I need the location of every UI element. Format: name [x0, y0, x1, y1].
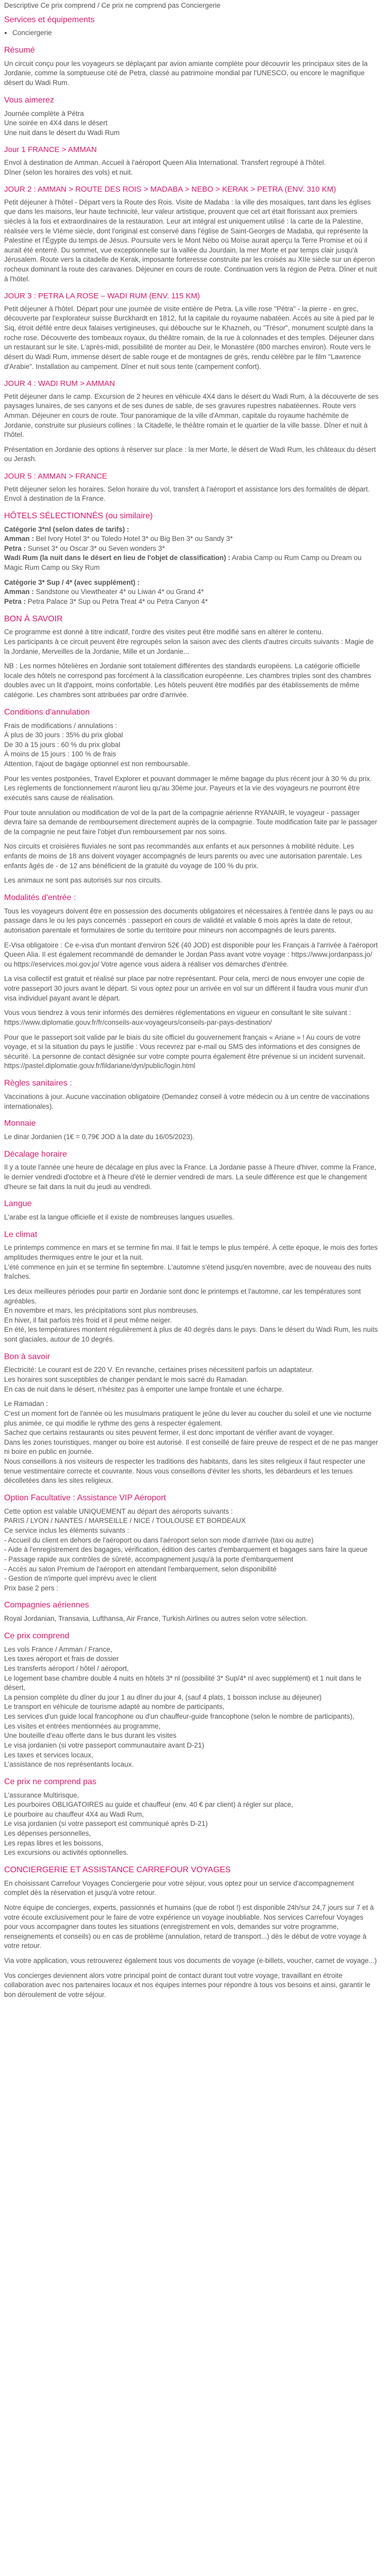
hotel-value: Petra Palace 3* Sup ou Petra Treat 4* ou Petra Canyon 4*	[26, 597, 208, 605]
hotel-line	[4, 553, 379, 572]
hotels-title: HÔTELS SÉLECTIONNÉS (ou similaire)	[4, 511, 153, 520]
comprend-item: Les taxes aéroport et frais de dossier	[4, 1655, 119, 1663]
resume-section	[4, 45, 379, 88]
climat-section	[4, 1230, 379, 1345]
necomprend-item: Les excursions ou activités optionnelles.	[4, 1849, 128, 1857]
day-title: JOUR 2 : AMMAN > ROUTE DES ROIS > MADABA > NEBO > KERAK > PETRA (ENV. 310 KM)	[4, 185, 336, 194]
itinerary-day-3	[4, 291, 379, 371]
langue-text: L'arabe est la langue officielle et il existe de nombreuses langues usuelles.	[4, 1213, 234, 1222]
services-item: • Conciergerie	[12, 28, 379, 38]
modalites-link[interactable]: https://pastel.diplomatie.gouv.fr/fildariane/dyn/public/login.html	[4, 1062, 196, 1070]
aimerez-item: Une nuit dans le désert du Wadi Rum	[4, 128, 120, 137]
conditions-line: À plus de 30 jours : 35% du prix global	[4, 731, 123, 739]
aimerez-title: Vous aimerez	[4, 95, 54, 105]
day-text: Petit déjeuner dans le camp. Excursion de 2 heures en véhicule 4X4 dans le désert du Wadi Rum, à la découverte de ses paysages lunaires, de ses canyons et de ses dunes de sable, de ses gravures rupestres nabatéennes. Route vers Amman. Déjeuner en cours de route. Tour panoramique de la ville d'Amman, capitale du royaume hachémite de Jordanie, construite sur plusieurs collines : la Citadelle, le théâtre romain et le quartier de la ville basse. Dîner et nuit à l'hôtel.	[4, 392, 379, 439]
day-text: Petit déjeuner selon les horaires. Selon horaire du vol, transfert à l'aéroport et assistance lors des formalités de départ. Envol à destination de la France.	[4, 485, 370, 503]
conciergerie-text: Notre équipe de concierges, experts, passionnés et humains (que de robot !) est disponible 24h/sur 24,7 jours sur 7 et à votre écoute exclusivement pour le faire de votre expérience un voyage inoubliable. Nos services Carrefour Voyages pour vous accompagner dans toutes les situations (enregistrement en vols, demandes sur votre programme, renseignements et conseils) ou en cas de problème (annulation, retard de transport...) dès le début de votre voyage à votre retour.	[4, 1903, 374, 1950]
sanitaires-title: Règles sanitaires :	[4, 1079, 72, 1088]
comprend-item: Le visa jordanien (si votre passeport communautaire avant D-21)	[4, 1741, 204, 1749]
bon-section	[4, 614, 379, 700]
bonasavoir2-text: Sachez que certains restaurants ou sites peuvent fermer, il est donc important de vérifier avant de voyager.	[4, 1429, 334, 1437]
bonasavoir2-text: Les horaires sont susceptibles de changer pendant le mois sacré du Ramadan.	[4, 1376, 249, 1384]
modalites-text: Vous vous tiendrez à vous tenir informés des dernières réglementations en vigueur en consultant le site suivant : https://www.diplomatie.gouv.fr/fr/conseils-aux-voyageurs/conseils-par-pays-destination/	[4, 1009, 351, 1026]
climat-text: En hiver, il fait parfois très froid et il peut même neiger.	[4, 1316, 172, 1324]
climat-text: En novembre et mars, les précipitations sont plus nombreuses.	[4, 1307, 199, 1315]
comprend-item: Les transferts aéroport / hôtel / aéroport,	[4, 1664, 129, 1672]
hotel-line	[4, 587, 379, 597]
hotel-label: Catégorie 3* Sup / 4* (avec supplément) :	[4, 578, 140, 586]
comprend-title: Ce prix comprend	[4, 1631, 70, 1640]
decalage-text: Il y a toute l'année une heure de décalage en plus avec la France. La Jordanie passe à l'heure d'hiver, comme la France, le dernier vendredi d'octobre et à l'heure d'été le dernier vendredi de mars. La seule différence est que le changement d'heure se fait dans la nuit du jeudi au vendredi.	[4, 1163, 377, 1191]
necomprend-title: Ce prix ne comprend pas	[4, 1777, 96, 1786]
modalites-section	[4, 893, 379, 1071]
conditions-text: Les animaux ne sont pas autorisés sur nos circuits.	[4, 876, 162, 885]
comprend-item: Les vols France / Amman / France,	[4, 1645, 112, 1653]
hotel-label: Petra :	[4, 597, 26, 605]
option-text: - Accès au salon Premium de l'aéroport en attendant l'embarquement, selon disponibilité	[4, 1565, 277, 1573]
itinerary-day-2	[4, 184, 379, 284]
day-title: JOUR 3 : PETRA LA ROSE – WADI RUM (ENV. 115 KM)	[4, 292, 200, 301]
hotel-label: Amman :	[4, 588, 34, 596]
conditions-line: De 30 à 15 jours : 60 % du prix global	[4, 740, 121, 749]
conciergerie-text: Via votre application, vous retrouverez également tous vos documents de voyage (e-billets, voucher, carnet de voyage...)	[4, 1957, 377, 1965]
conditions-text: Nos circuits et croisières fluviales ne sont pas recommandés aux enfants et aux personnes à mobilité réduite. Les enfants de moins de 18 ans doivent voyager accompagnés de leurs parents ou avec une autorisation parentale. Les enfants âgés de - de 12 ans bénéficient de la gratuité du voyage de 100 % du prix.	[4, 842, 362, 870]
modalites-title: Modalités d'entrée :	[4, 893, 76, 902]
necomprend-item: L'assurance Multirisque,	[4, 1791, 79, 1799]
hotel-line	[4, 578, 379, 588]
bonasavoir2-text: Nous conseillons à nos visiteurs de respecter les traditions des habitants, dans les sites religieux il faut respecter une tenue vestimentaire correcte et couvrante. Nous vous conseillons d'éviter les shorts, les débardeurs et les tenues décolletées dans les sites religieux.	[4, 1458, 366, 1485]
conciergerie-title: CONCIERGERIE ET ASSISTANCE CARREFOUR VOYAGES	[4, 1865, 231, 1874]
day-title: JOUR 5 : AMMAN > FRANCE	[4, 472, 107, 481]
hotel-line	[4, 525, 379, 535]
option-section	[4, 1493, 379, 1593]
conditions-line: À moins de 15 jours : 100 % de frais	[4, 750, 116, 758]
hotel-label: Wadi Rum (la nuit dans le désert en lieu de l'objet de classification) :	[4, 554, 231, 562]
option-title: Option Facultative : Assistance VIP Aéroport	[4, 1493, 166, 1502]
hotel-line	[4, 597, 379, 607]
bonasavoir2-text: En cas de nuit dans le désert, n'hésitez pas à emporter une lampe frontale et une écharpe.	[4, 1385, 284, 1393]
itinerary-day-5	[4, 471, 379, 504]
conciergerie-text: En choisissant Carrefour Voyages Conciergerie pour votre séjour, vous optez pour un service d'accompagnement complet dès la réservation et jusqu'à votre retour.	[4, 1879, 354, 1897]
day-text: Dîner (selon les horaires des vols) et nuit.	[4, 168, 133, 176]
modalites-text: Pour que le passeport soit valide par le biais du site officiel du gouvernement français « Ariane » ! Au cours de votre voyage, et si la situation du pays le justifie : Vous recevrez par e-mail ou SMS des informations et des consignes de sécurité. La personne de contact désignée sur votre compte pourra également être prévenue si un incident survenait.	[4, 1033, 366, 1060]
compagnies-text: Royal Jordanian, Transavia, Lufthansa, Air France, Turkish Airlines ou autres selon votre sélection.	[4, 1615, 308, 1623]
comprend-item: Le logement base chambre double 4 nuits en hôtels 3* nl (possibilité 3* Sup/4* nl avec supplément) et 1 nuit dans le désert,	[4, 1674, 362, 1692]
bon-text: Ce programme est donné à titre indicatif, l'ordre des visites peut être modifié sans en altérer le contenu.	[4, 628, 323, 636]
resume-text: Un circuit conçu pour les voyageurs se déplaçant par avion amiante complète pour découvrir les principaux sites de la Jordanie, comme la somptueuse cité de Petra, classé au patrimoine mondial par l'UNESCO, ou encore le magnifique désert du Wadi Rum.	[4, 59, 368, 87]
climat-text: Le printemps commence en mars et se termine fin mai. Il fait le temps le plus tempéré. À cette époque, le mois des fortes amplitudes thermiques entre le jour et la nuit.	[4, 1244, 378, 1262]
comprend-section	[4, 1631, 379, 1770]
aimerez-item: Une soirée en 4X4 dans le désert	[4, 119, 108, 127]
conditions-line: Attention, l'ajout de bagage optionnel est non remboursable.	[4, 760, 190, 768]
option-text: PARIS / LYON / NANTES / MARSEILLE / NICE / TOULOUSE ET BORDEAUX	[4, 1517, 246, 1525]
comprend-item: Les services d'un guide local francophone ou d'un chauffeur-guide francophone (selon le nombre de participants),	[4, 1713, 354, 1720]
day-title: Jour 1 FRANCE > AMMAN	[4, 145, 97, 155]
day-text: Petit déjeuner à l'hôtel. Départ pour une journée de visite entière de Petra. La ville rose "Pétra" - la pierre - en grec, découverte par l'explorateur suisse Burckhardt en 1812, fut la capitale du royaume nabatéen. Accès au site à pied par le Siq, étroit défilé entre deux falaises vertigineuses, qui débouche sur le Khazneh, ou "Trésor", monument sculpté dans la roche rose. Découverte des tombeaux royaux, du théâtre romain, de la rue à colonnades et des temples. Déjeuner dans un restaurant sur le site. L'après-midi, possibilité de monter au Deir, le Monastère (800 marches environ). Route vers le désert du Wadi Rum, immense désert de sable rouge et de montagnes de grès, rendu célèbre par le film "Lawrence d'Arabie". Installation au campement. Dîner et nuit sous tente (campement confort).	[4, 304, 374, 370]
conciergerie-section	[4, 1865, 379, 2000]
necomprend-item: Les dépenses personnelles,	[4, 1829, 91, 1838]
sanitaires-text: Vaccinations à jour. Aucune vaccination obligatoire (Demandez conseil à votre médecin ou à un centre de vaccinations internationales).	[4, 1092, 370, 1110]
compagnies-section	[4, 1600, 379, 1623]
langue-title: Langue	[4, 1199, 32, 1209]
services-section	[4, 15, 379, 38]
bonasavoir2-text: Dans les zones touristiques, manger ou boire est autorisé. Il est conseillé de faire preuve de respect et de ne pas manger ni boire en public en journée.	[4, 1438, 378, 1456]
option-text: - Gestion de n'importe quel imprévu avec le client	[4, 1574, 157, 1583]
hotel-value: Arabia Camp ou Rum Camp ou Dream ou Magic Rum Camp ou Sky Rum	[4, 554, 362, 572]
option-text: - Aide à l'enregistrement des bagages, vérification, édition des cartes d'embarquement et bagages sans faire la queue	[4, 1546, 368, 1554]
hotels-section	[4, 511, 379, 607]
climat-title: Le climat	[4, 1230, 38, 1239]
compagnies-title: Compagnies aériennes	[4, 1601, 89, 1610]
conditions-section	[4, 707, 379, 886]
spacer	[4, 573, 379, 578]
conciergerie-text: Vos concierges deviennent alors votre principal point de contact durant tout votre voyage, travaillant en étroite collaboration avec nos partenaires locaux et nos équipes internes pour répondre à tous vos besoins et ainsi, garantir le bon déroulement de votre séjour.	[4, 1971, 370, 1998]
climat-text: En été, les températures montent régulièrement à plus de 40 degrés dans le pays. Dans le désert du Wadi Rum, les nuits sont glaciales, autour de 10 degrés.	[4, 1326, 378, 1344]
comprend-item: L'assistance de nos représentants locaux.	[4, 1760, 134, 1769]
hotel-label: Petra :	[4, 544, 26, 552]
bonasavoir2-text: Électricité: Le courant est de 220 V. En revanche, certaines prises nécessitent parfois un adaptateur.	[4, 1366, 314, 1374]
comprend-item: Le transport en véhicule de tourisme adapté au nombre de participants,	[4, 1703, 225, 1711]
conditions-line: Frais de modifications / annulations :	[4, 721, 118, 730]
hotel-line	[4, 544, 379, 554]
conditions-title: Conditions d'annulation	[4, 707, 90, 717]
conditions-text: Pour toute annulation ou modification de vol de la part de la compagnie aérienne RYANAIR, le voyageur - passager devra faire sa demande de remboursement directement auprès de la compagnie. Toute modification faite par le passager de la compagnie ne peut faire l'objet d'un remboursement par nos soins.	[4, 808, 378, 836]
resume-title: Résumé	[4, 46, 35, 55]
necomprend-item: Les repas libres et les boissons,	[4, 1839, 104, 1847]
bonasavoir2-text: C'est un moment fort de l'année où les musulmans pratiquent le jeûne du lever au coucher du soleil et une vie nocturne plus animée, ce qui modifie le rythme des gens à respecter également.	[4, 1409, 372, 1427]
langue-section	[4, 1199, 379, 1222]
conditions-text: Pour les ventes postponées, Travel Explorer et pouvant dommager le même bagage du plus récent jour à 30 % du prix. Les règlements de fonctionnement n'auront lieu qu'au 30ème jour. Payeurs et la vie des voyageurs ne pourront être exécutés sans cause de réalisation.	[4, 774, 372, 802]
bon-text: NB : Les normes hôtelières en Jordanie sont totalement différentes des standards européens. La catégorie officielle locale des hôtels ne correspond pas forcément à la classification européenne. Les chambres triples sont des chambres doubles avec un lit d'appoint, moins confortable. Les hôtels peuvent être modifiés par des établissements de même catégorie. Les chambres sont attribuées par ordre d'arrivée.	[4, 662, 371, 699]
bon-text: Les participants à ce circuit peuvent être regroupés selon la saison avec des clients d'autres circuits suivants : Magie de la Jordanie, Merveilles de la Jordanie, Mille et un Jordanie...	[4, 637, 374, 655]
day-text: Petit déjeuner à l'hôtel - Départ vers la Route des Rois. Visite de Madaba : la ville des mosaïques, tant dans les églises que dans les maisons, leur haute technicité, leur valeur artistique, prouvent que cet art était florissant aux premiers siècles à la fois et extraordinaires de la restauration. Leur art intégral est uniquement utilisé : la carte de la Palestine, réalisée vers le VIème siècle, dont l'original est conservé dans l'église de Saint-Georges de Madaba, qui représente la Palestine et l'Égypte du temps de Jésus. Poursuite vers le Mont Nébo où Moïse aurait aperçu la Terre Promise et où il aurait été enterré. Du sommet, vue exceptionnelle sur la vallée du Jourdain, la mer Morte et par temps clair jusqu'à Jérusalem. Route vers la citadelle de Kerak, imposante forteresse construite par les croisés au XIIe siècle sur un éperon rocheux dominant la route des caravanes. Déjeuner en cours de route. Continuation vers la région de Petra. Dîner et nuit à l'hôtel.	[4, 198, 377, 283]
hotel-line	[4, 534, 379, 544]
decalage-section	[4, 1149, 379, 1192]
hotel-value: Bel Ivory Hotel 3* ou Toledo Hotel 3* ou Big Ben 3* ou Sandy 3*	[34, 535, 233, 543]
bonasavoir2-title: Bon à savoir	[4, 1352, 50, 1361]
breadcrumb: Descriptive Ce prix comprend / Ce prix ne comprend pas Conciergerie	[4, 2, 221, 9]
monnaie-section	[4, 1118, 379, 1142]
itinerary-day-1	[4, 145, 379, 177]
services-list	[4, 28, 379, 38]
bonasavoir2-text: Le Ramadan :	[4, 1400, 48, 1408]
itinerary-day-4	[4, 379, 379, 464]
aimerez-section	[4, 95, 379, 138]
monnaie-title: Monnaie	[4, 1119, 36, 1128]
climat-text: Les deux meilleures périodes pour partir en Jordanie sont donc le printemps et l'automne, car les températures sont agréables.	[4, 1287, 361, 1305]
aimerez-item: Journée complète à Pétra	[4, 109, 84, 117]
decalage-title: Décalage horaire	[4, 1149, 67, 1159]
sanitaires-section	[4, 1078, 379, 1111]
modalites-text: La visa collectif est gratuit et réalisé sur place par notre représentant. Pour cela, merci de nous envoyer une copie de votre passeport 30 jours avant le départ. Si vous optez pour un arrivée en vol sur un différent il faudra vous munir d'un visa individuel payant avant le départ.	[4, 975, 368, 1002]
comprend-item: La pension complète du dîner du jour 1 au dîner du jour 4, (sauf 4 plats, 1 boisson incluse au déjeuner)	[4, 1693, 322, 1701]
day-text: Envol à destination de Amman. Accueil à l'aéroport Queen Alia International. Transfert regroupé à l'hôtel.	[4, 158, 326, 166]
services-title: Services et équipements	[4, 15, 95, 24]
option-text: - Accueil du client en dehors de l'aéroport ou dans l'aéroport selon son mode d'arrivée (taxi ou autre)	[4, 1536, 314, 1544]
option-text: Cette option est valable UNIQUEMENT au départ des aéroports suivants :	[4, 1507, 233, 1515]
hotel-label: Amman :	[4, 535, 34, 543]
comprend-item: Une bouteille d'eau offerte dans le bus durant les visites	[4, 1732, 177, 1740]
necomprend-item: Les pourboires OBLIGATOIRES au guide et chauffeur (env. 40 € par client) à régler sur place,	[4, 1801, 294, 1809]
hotel-value: Sandstone ou Viewtheater 4* ou Liwan 4* ou Grand 4*	[34, 588, 204, 596]
bonasavoir2-section	[4, 1352, 379, 1486]
comprend-item: Les visites et entrées mentionnées au programme,	[4, 1722, 161, 1730]
necomprend-item: Le pourboire au chauffeur 4X4 au Wadi Rum,	[4, 1810, 144, 1818]
climat-text: L'été commence en juin et se termine fin septembre. L'automne s'étend jusqu'en novembre, avec de nouveau des nuits fraîches.	[4, 1263, 371, 1281]
modalites-text: Tous les voyageurs doivent être en possession des documents obligatoires et nécessaires à l'entrée dans le pays ou au passage dans le ou les pays concernés : passeport en cours de validité et valable 6 mois après la date de retour, autorisation parentale et formulaires de sortie du territoire pour mineurs non accompagnés de leurs parents.	[4, 907, 373, 934]
necomprend-item: Le visa jordanien (si votre passeport est communiqué après D-21)	[4, 1820, 208, 1828]
comprend-item: Les taxes et services locaux,	[4, 1751, 93, 1759]
necomprend-section	[4, 1777, 379, 1858]
bon-title: BON À SAVOIR	[4, 614, 63, 623]
hotel-label: Catégorie 3*nl (selon dates de tarifs) :	[4, 525, 129, 533]
modalites-text: E-Visa obligatoire : Ce e-visa d'un montant d'environ 52€ (40 JOD) est disponible pour les Français à l'arrivée à l'aéroport Queen Alia. Il est également recommandé de demander le Jordan Pass avant votre voyage : https://www.jordanpass.jo/ ou https://eservices.moi.gov.jo/ Votre agence vous aidera à réaliser vos démarches d'entrée.	[4, 941, 378, 968]
day-text: Présentation en Jordanie des options à réserver sur place : la mer Morte, le désert de Wadi Rum, les châteaux du désert ou Jerash.	[4, 445, 376, 463]
option-text: Prix base 2 pers :	[4, 1584, 59, 1592]
monnaie-text: Le dinar Jordanien (1€ = 0,79€ JOD à la date du 16/05/2023).	[4, 1132, 194, 1141]
day-title: JOUR 4 : WADI RUM > AMMAN	[4, 379, 115, 388]
option-text: - Passage rapide aux contrôles de sûreté, accompagnement jusqu'à la porte d'embarquement	[4, 1555, 294, 1563]
hotel-value: Sunset 3* ou Oscar 3* ou Seven wonders 3*	[26, 544, 165, 552]
option-text: Ce service inclus les éléments suivants :	[4, 1527, 129, 1535]
